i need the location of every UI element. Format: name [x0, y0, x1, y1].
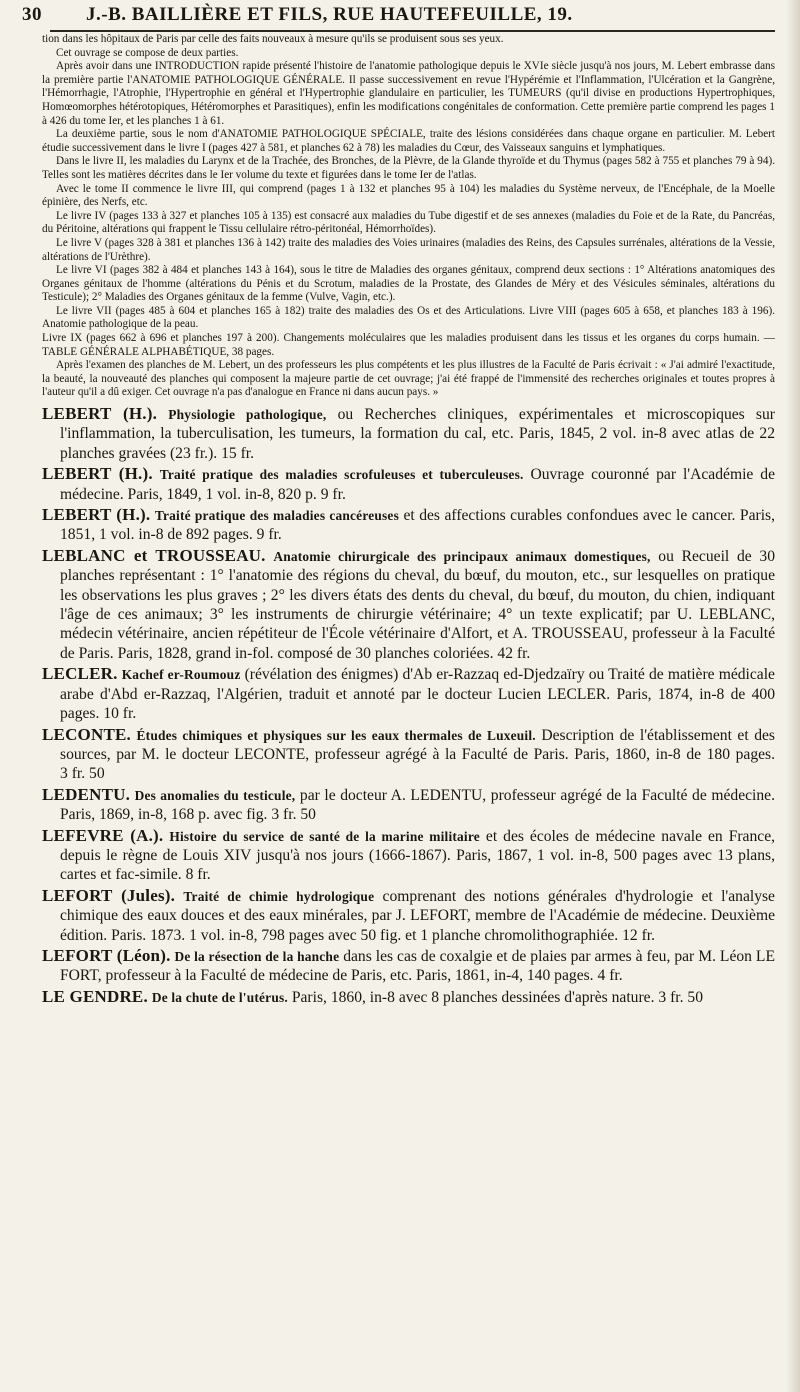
running-title: J.-B. BAILLIÈRE ET FILS, RUE HAUTEFEUILLE, 19.	[86, 4, 573, 25]
entry-title: De la résection de la hanche	[174, 948, 340, 964]
review-paragraph: La deuxième partie, sous le nom d'ANATOMIE PATHOLOGIQUE SPÉCIALE, traite des lésions considérées dans chaque organe en particulier. M. Lebert étudie successivement dans le livre I (pages 427 à 581, et planches 62 à 78) les maladies du Cœur, des Vaisseaux sanguins et lymphatiques.	[42, 128, 775, 154]
review-paragraph: Cet ouvrage se compose de deux parties.	[56, 46, 239, 59]
catalog-entry	[42, 826, 775, 885]
catalog-entry	[42, 886, 775, 945]
entry-details: et des affections curables confondues avec le cancer. Paris, 1851, 1 vol. in-8 de 892 pages.	[60, 507, 776, 544]
entry-title: Anatomie chirurgicale des principaux animaux domestiques,	[273, 548, 651, 564]
entry-price: 3 fr. 50	[658, 988, 704, 1006]
catalog-entry	[42, 946, 775, 986]
entry-title: Des anomalies du testicule,	[134, 787, 296, 803]
page-edge-shadow	[786, 0, 800, 1392]
entry-title: De la chute de l'utérus.	[151, 989, 288, 1005]
catalog-entry	[42, 664, 775, 723]
book-review	[42, 33, 775, 400]
entry-details: comprenant des notions générales d'hydrologie et l'analyse chimique des eaux douces et des eaux minérales, par J. LEFORT, membre de l'Académie de médecine. Deuxième édition. Paris. 1873. 1 vol. in-8, 798 pages avec 50 fig. et 1 planche chromolithographiée.	[60, 887, 775, 944]
review-paragraph: Le livre IV (pages 133 à 327 et planches 105 à 135) est consacré aux maladies du Tube digestif et de ses annexes (maladies du Foie et de la Rate, du Pancréas, du Péritoine, altérations qui frappent le Tissu cellulaire rétro-péritonéal, Hémorrhoïdes).	[42, 209, 775, 236]
review-paragraph: Avec le tome II commence le livre III, qui comprend (pages 1 à 132 et planches 95 à 104) les maladies du Système nerveux, de l'Encéphale, de la Moelle épinière, des Nerfs, etc.	[42, 182, 775, 209]
entry-author: LE GENDRE.	[42, 986, 148, 1006]
entry-title: Études chimiques et physiques sur les eaux thermales de Luxeuil.	[136, 727, 536, 743]
entry-details: et des écoles de médecine navale en France, depuis le règne de Louis XIV jusqu'à nos jours (1666-1867). Paris, 1867, 1 vol. in-8, 500 pages avec 13 plans, cartes et fac-simile.	[60, 827, 776, 884]
header-rule	[50, 30, 775, 32]
entry-price: 3 fr. 50	[60, 765, 105, 783]
review-paragraph: Dans le livre II, les maladies du Larynx et de la Trachée, des Bronches, de la Plèvre, de la Glande thyroïde et du Thymus (pages 582 à 755 et planches 79 à 94). Telles sont les matières décrites dans le Ier volume du texte et figurées dans le tome Ier de l'atlas.	[42, 155, 775, 181]
review-paragraph: Livre IX (pages 662 à 696 et planches 197 à 200). Changements moléculaires que les maladies produisent dans les tissus et les organes du corps humain. — TABLE GÉNÉRALE ALPHABÉTIQUE, 38 pages.	[42, 332, 775, 358]
catalog-entry	[42, 464, 775, 504]
review-paragraph: Le livre VI (pages 382 à 484 et planches 143 à 164), sous le titre de Maladies des organes génitaux, comprend deux sections : 1° Altérations anatomiques des Organes génitaux de l'homme (altérations du Pénis et du Scrotum, maladies de la Prostate, des Glandes de Méry et des Vésicules séminales, altérations du Testicule); 2° Maladies des Organes génitaux de la femme (Vulve, Vagin, etc.).	[42, 264, 775, 304]
entry-details: ou Recherches cliniques, expérimentales et microscopiques sur l'inflammation, la tuberculisation, les tumeurs, la formation du cal, etc. Paris, 1845, 2 vol. in-8 avec atlas de 22 planches gravées (23 fr.).	[60, 406, 775, 462]
entry-price: 15 fr.	[221, 444, 254, 462]
review-paragraph: Le livre V (pages 328 à 381 et planches 136 à 142) traite des maladies des Voies urinaires (maladies des Reins, des Capsules surrénales, altérations de la Vessie, altérations de l'Urèthre).	[42, 236, 775, 263]
entry-title: Traité de chimie hydrologique	[183, 888, 375, 904]
entry-details: Paris, 1860, in-8 avec 8 planches dessinées d'après nature.	[291, 988, 655, 1006]
page-header	[22, 4, 777, 28]
entry-author: LEFORT (Jules).	[42, 885, 176, 905]
entry-price: 12 fr.	[622, 926, 656, 944]
review-paragraph: Après l'examen des planches de M. Lebert, un des professeurs les plus compétents et les plus illustres de la Faculté de Paris écrivait : « J'ai admiré l'exactitude, la beauté, la nouveauté des planches qui composent la majeure partie de cet ouvrage; j'ai été frappé de l'immensité des recherches originales et toutes propres à l'auteur qu'il a dû exiger. Cet ouvrage n'a pas d'analogue en France ni dans aucun pays. »	[42, 359, 775, 399]
entry-details: (révélation des énigmes) d'Ab er-Razzaq ed-Djedzaïry ou Traité de matière médicale arabe d'Abd er-Razzaq, l'Algérien, traduit et annoté par le docteur Lucien LECLER. Paris, 1874, in-8 de 400 pages.	[60, 666, 775, 723]
catalog-entry	[42, 785, 775, 825]
entry-details: dans les cas de coxalgie et de plaies par armes à feu, par M. Léon LE FORT, professeur à la Faculté de médecine de Paris, etc. Paris, 1861, in-4, 140 pages.	[60, 947, 775, 985]
catalog-entry	[42, 404, 775, 463]
entry-title: Traité pratique des maladies scrofuleuses et tuberculeuses.	[159, 467, 524, 483]
entry-price: 8 fr.	[185, 866, 211, 884]
entry-title: Kachef er-Roumouz	[121, 667, 241, 683]
entry-price: 42 fr.	[497, 644, 531, 662]
entry-details: Ouvrage couronné par l'Académie de médecine. Paris, 1849, 1 vol. in-8, 820 p.	[60, 466, 775, 503]
entry-author: LEBERT (H.).	[42, 464, 153, 484]
entry-details: ou Recueil de 30 planches représentant : 1° l'anatomie des régions du cheval, du bœuf, du mouton, etc., sur lesquelles on pratique les observations les plus graves ; 2° les divers états des dents du cheval, du bœuf, du mouton, du chien, indiquant l'âge de ces animaux; 3° les instruments de chirurgie vétérinaire; 4° un texte explicatif; par U. LEBLANC, médecin vétérinaire, ancien répétiteur de l'École vétérinaire d'Alfort, et A. TROUSSEAU, professeur à la Faculté de Paris. Paris, 1828, grand in-fol. composé de 30 planches coloriées.	[60, 547, 776, 662]
entry-author: LEFORT (Léon).	[42, 945, 171, 965]
entry-price: 3 fr. 50	[271, 806, 316, 824]
entry-price: 10 fr.	[103, 705, 137, 723]
catalog-entry	[42, 546, 775, 663]
review-paragraph: Le livre VII (pages 485 à 604 et planches 165 à 182) traite des maladies des Os et des Articulations. Livre VIII (pages 605 à 658, et planches 183 à 196). Anatomie pathologique de la peau.	[42, 304, 775, 331]
entry-details: Description de l'établissement et des sources, par M. le docteur LECONTE, professeur agrégé à la Faculté de Paris. Paris, 1860, in-8 de 180 pages.	[60, 726, 776, 763]
entry-title: Physiologie pathologique,	[168, 407, 327, 422]
entry-title: Traité pratique des maladies cancéreuses	[154, 508, 399, 524]
catalog-entry	[42, 725, 775, 784]
entry-author: LEBLANC et TROUSSEAU.	[42, 545, 266, 565]
page-number: 30	[22, 4, 42, 25]
entry-title: Histoire du service de santé de la marine militaire	[169, 828, 480, 844]
entry-price: 4 fr.	[597, 967, 623, 985]
entry-author: LEBERT (H.).	[42, 505, 151, 525]
review-paragraph: Après avoir dans une INTRODUCTION rapide présenté l'histoire de l'anatomie pathologique depuis le XVIe siècle jusqu'à nos jours, M. Lebert embrasse dans la première partie l'ANATOMIE PATHOLOGIQUE GÉNÉRALE. Il passe successivement en revue l'Hypérémie et l'Inflammation, l'Ulcération et la Gangrène, l'Hémorrhagie, l'Atrophie, l'Hypertrophie en général et l'Hypertrophie glandulaire en particulier, les TUMEURS (qu'il divise en productions Hypertrophiques, Homœomorphes hétérotopiques, Hétéromorphes et Parasitiques), enfin les modifications congénitales de conformation. Cette première partie comprend les pages 1 à 426 du tome Ier, et les planches 1 à 61.	[42, 60, 775, 127]
entry-price: 9 fr.	[256, 526, 282, 544]
catalog-entry	[42, 987, 775, 1007]
catalog-entries	[42, 404, 775, 1008]
entry-author: LECLER.	[42, 664, 118, 684]
catalog-entry	[42, 505, 775, 545]
entry-details: par le docteur A. LEDENTU, professeur agrégé de la Faculté de médecine. Paris, 1869, in-8, 168 p. avec fig.	[60, 786, 775, 824]
entry-price: 9 fr.	[320, 485, 346, 503]
entry-author: LEBERT (H.).	[42, 404, 158, 423]
entry-author: LEDENTU.	[42, 784, 131, 804]
review-paragraph: tion dans les hôpitaux de Paris par celle des faits nouveaux à mesure qu'ils se produisent sous ses yeux.	[42, 33, 504, 45]
entry-author: LECONTE.	[42, 724, 131, 744]
entry-author: LEFEVRE (A.).	[42, 825, 164, 845]
